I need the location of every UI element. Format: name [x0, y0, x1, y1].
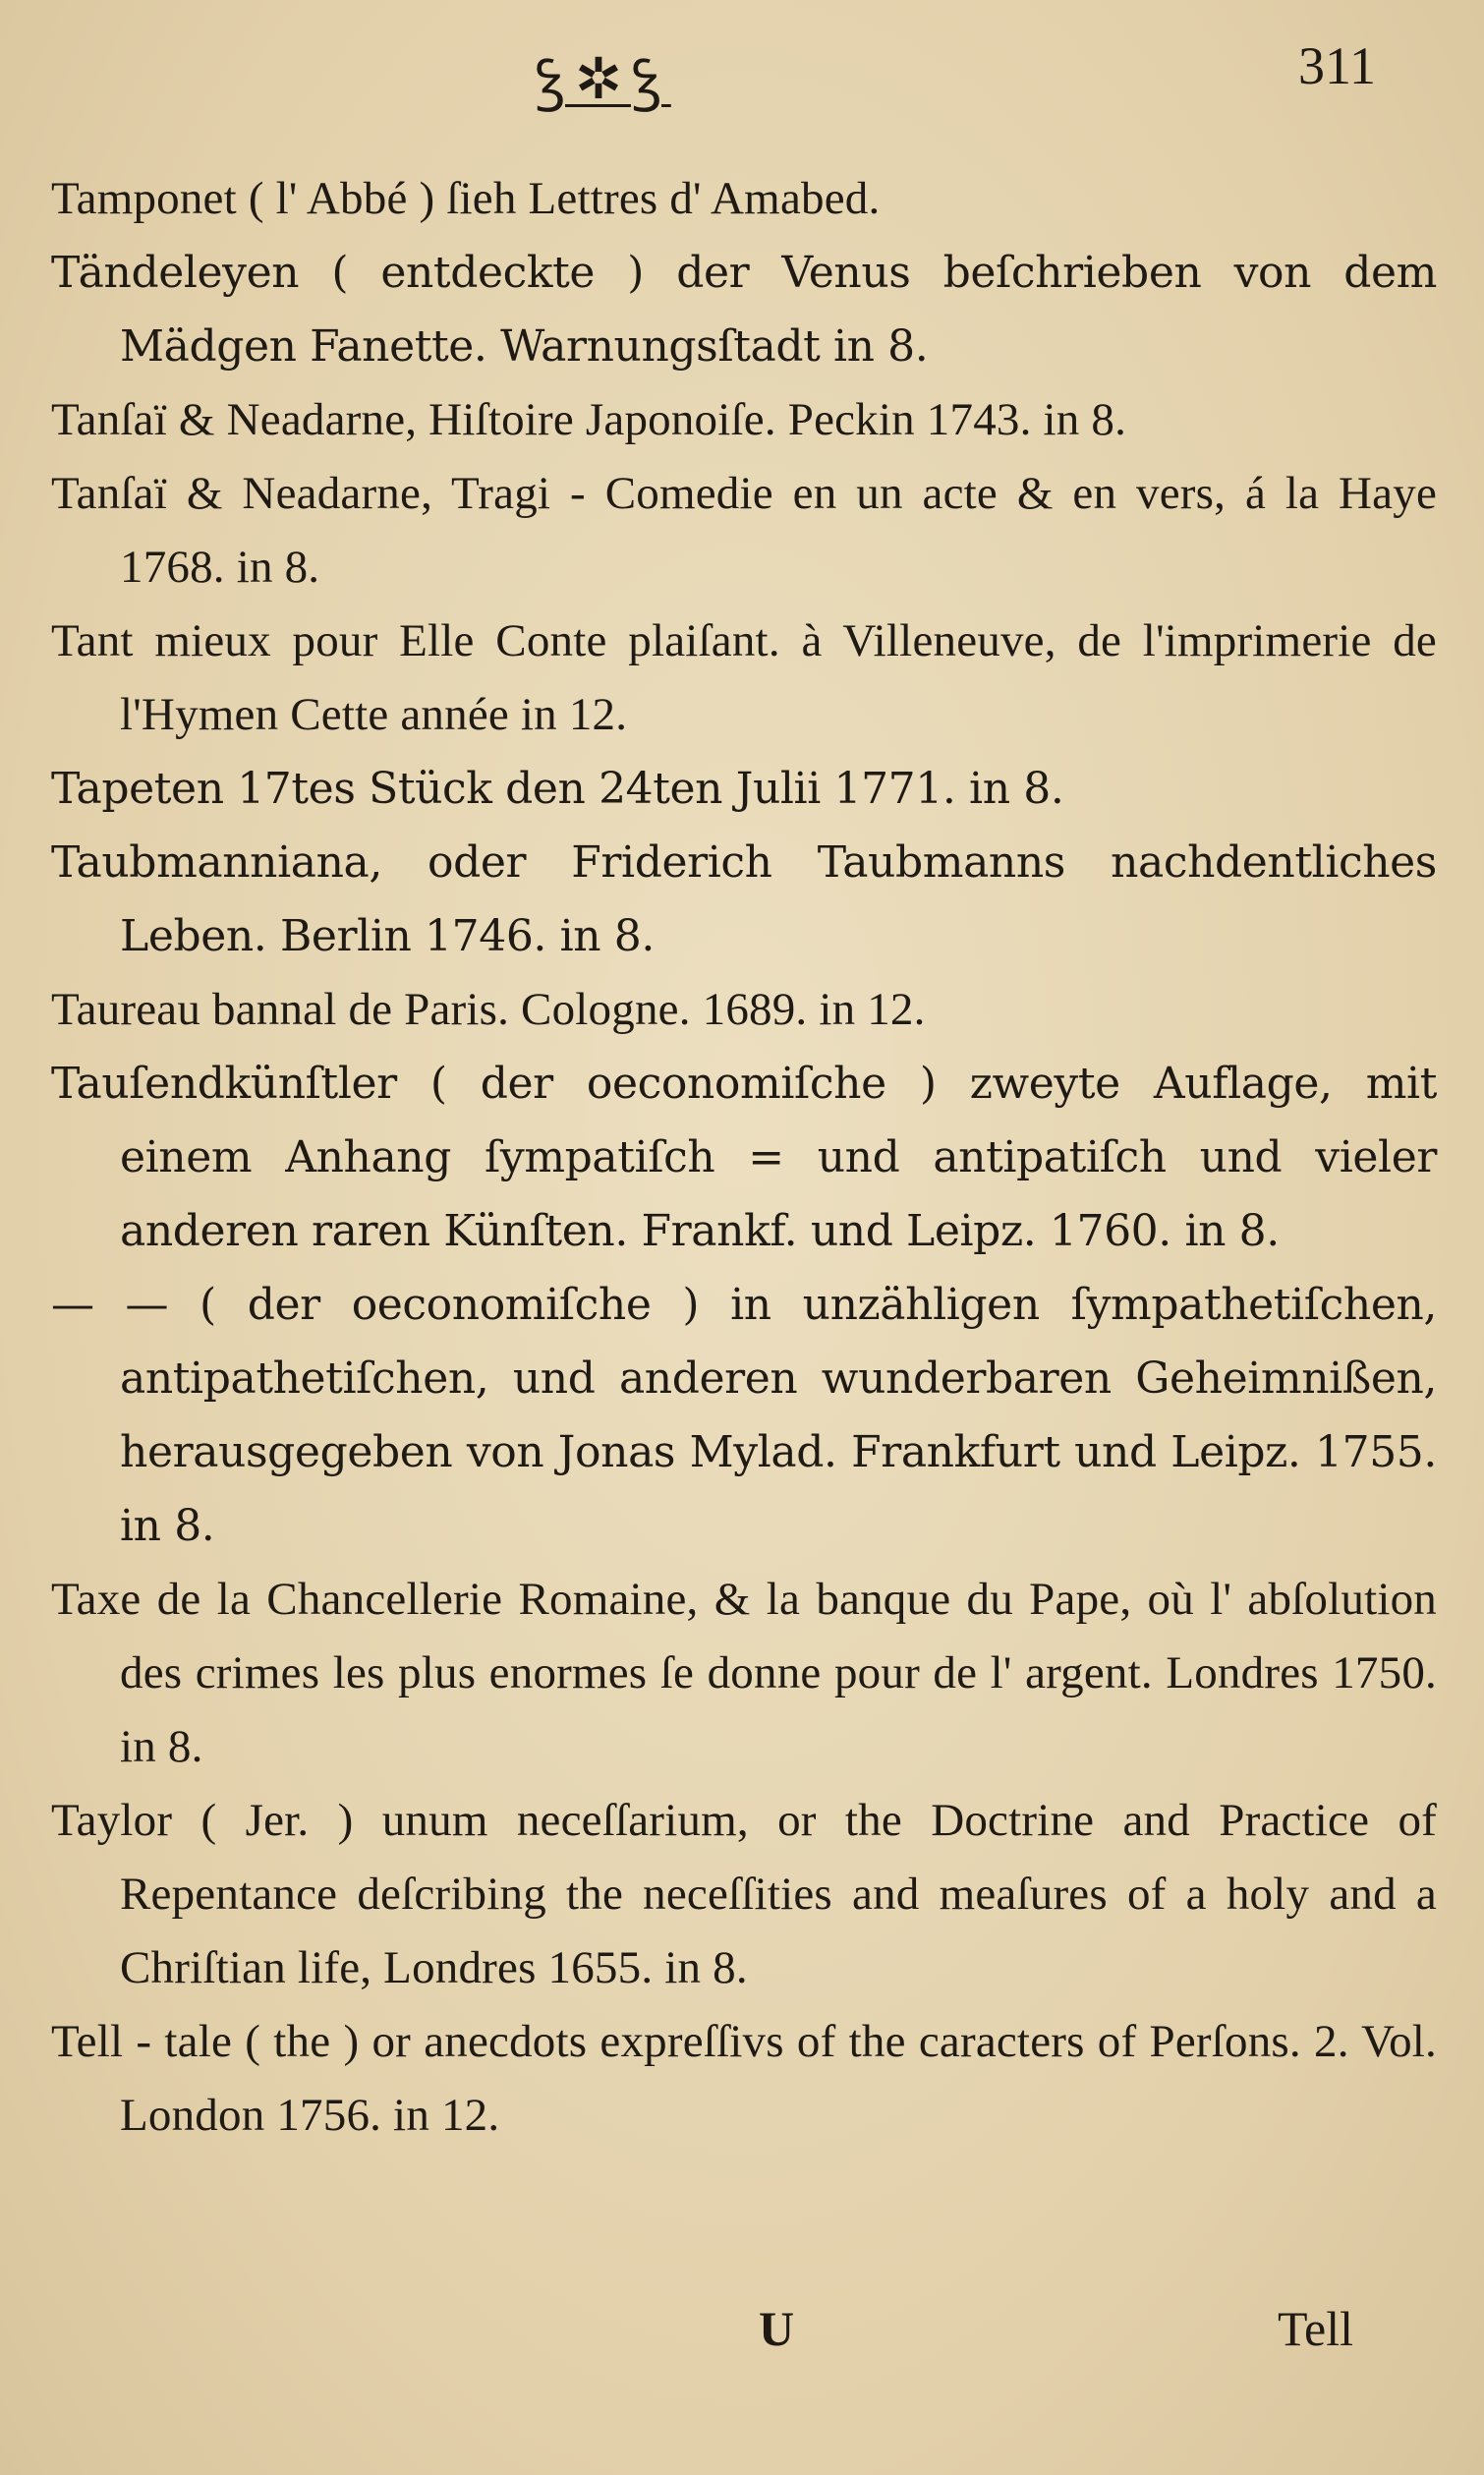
- page-footer: [0, 2300, 1484, 2379]
- catalog-entry: Tanſaï & Neadarne, Tragi - Comedie en un acte & en vers, á la Haye 1768. in 8.: [51, 468, 1437, 593]
- catalog-entry: Taylor ( Jer. ) unum neceſſarium, or the Doctrine and Practice of Repentance deſcribing the neceſſities and meaſures of a holy and a Chriſtian life, Londres 1655. in 8.: [51, 1795, 1437, 1993]
- catalog-entry: Tamponet ( l' Abbé ) ſieh Lettres d' Amabed.: [51, 173, 881, 224]
- catalog-entries: [0, 162, 1484, 2153]
- catalog-entry: Taxe de la Chancellerie Romaine, & la banque du Pape, où l' abſolution des crimes les plus enormes ſe donne pour de l' argent. Londres 1750. in 8.: [51, 1574, 1437, 1772]
- page-header: [0, 29, 1484, 112]
- catalog-entry: Tauſendkünſtler ( der oeconomiſche ) zweyte Auflage, mit einem Anhang ſympatiſch = und antipatiſch und vieler anderen raren Künſten. Frankf. und Leipz. 1760. in 8.: [51, 1059, 1437, 1256]
- signature-mark: U: [759, 2301, 795, 2356]
- ornament-glyphs: ꝣ✲ꝣ: [536, 45, 671, 112]
- catalog-entry: — — ( der oeconomiſche ) in unzähligen ſympathetiſchen, antipathetiſchen, und anderen wunderbaren Geheimnißen, herausgegeben von Jonas Mylad. Frankfurt und Leipz. 1755. in 8.: [51, 1280, 1437, 1551]
- catalog-entry: Tapeten 17tes Stück den 24ten Julii 1771. in 8.: [51, 764, 1064, 814]
- catalog-entry: Tell - tale ( the ) or anecdots expreſſivs of the caracters of Perſons. 2. Vol. London 1756. in 12.: [51, 2016, 1437, 2141]
- catalog-entry: Tant mieux pour Elle Conte plaiſant. à Villeneuve, de l'imprimerie de l'Hymen Cette année in 12.: [51, 615, 1437, 740]
- page-number: 311: [1298, 36, 1376, 95]
- header-ornament: [536, 37, 671, 115]
- catalog-entry: Taureau bannal de Paris. Cologne. 1689. in 12.: [51, 984, 926, 1035]
- catalog-entry: Tanſaï & Neadarne, Hiſtoire Japonoiſe. Peckin 1743. in 8.: [51, 394, 1127, 445]
- catalog-entry: Taubmanniana, oder Friderich Taubmanns nachdentliches Leben. Berlin 1746. in 8.: [51, 837, 1437, 961]
- catchword: Tell: [1278, 2301, 1354, 2356]
- catalog-entry: Tändeleyen ( entdeckte ) der Venus beſchrieben von dem Mädgen Fanette. Warnungsſtadt in 8.: [51, 248, 1437, 372]
